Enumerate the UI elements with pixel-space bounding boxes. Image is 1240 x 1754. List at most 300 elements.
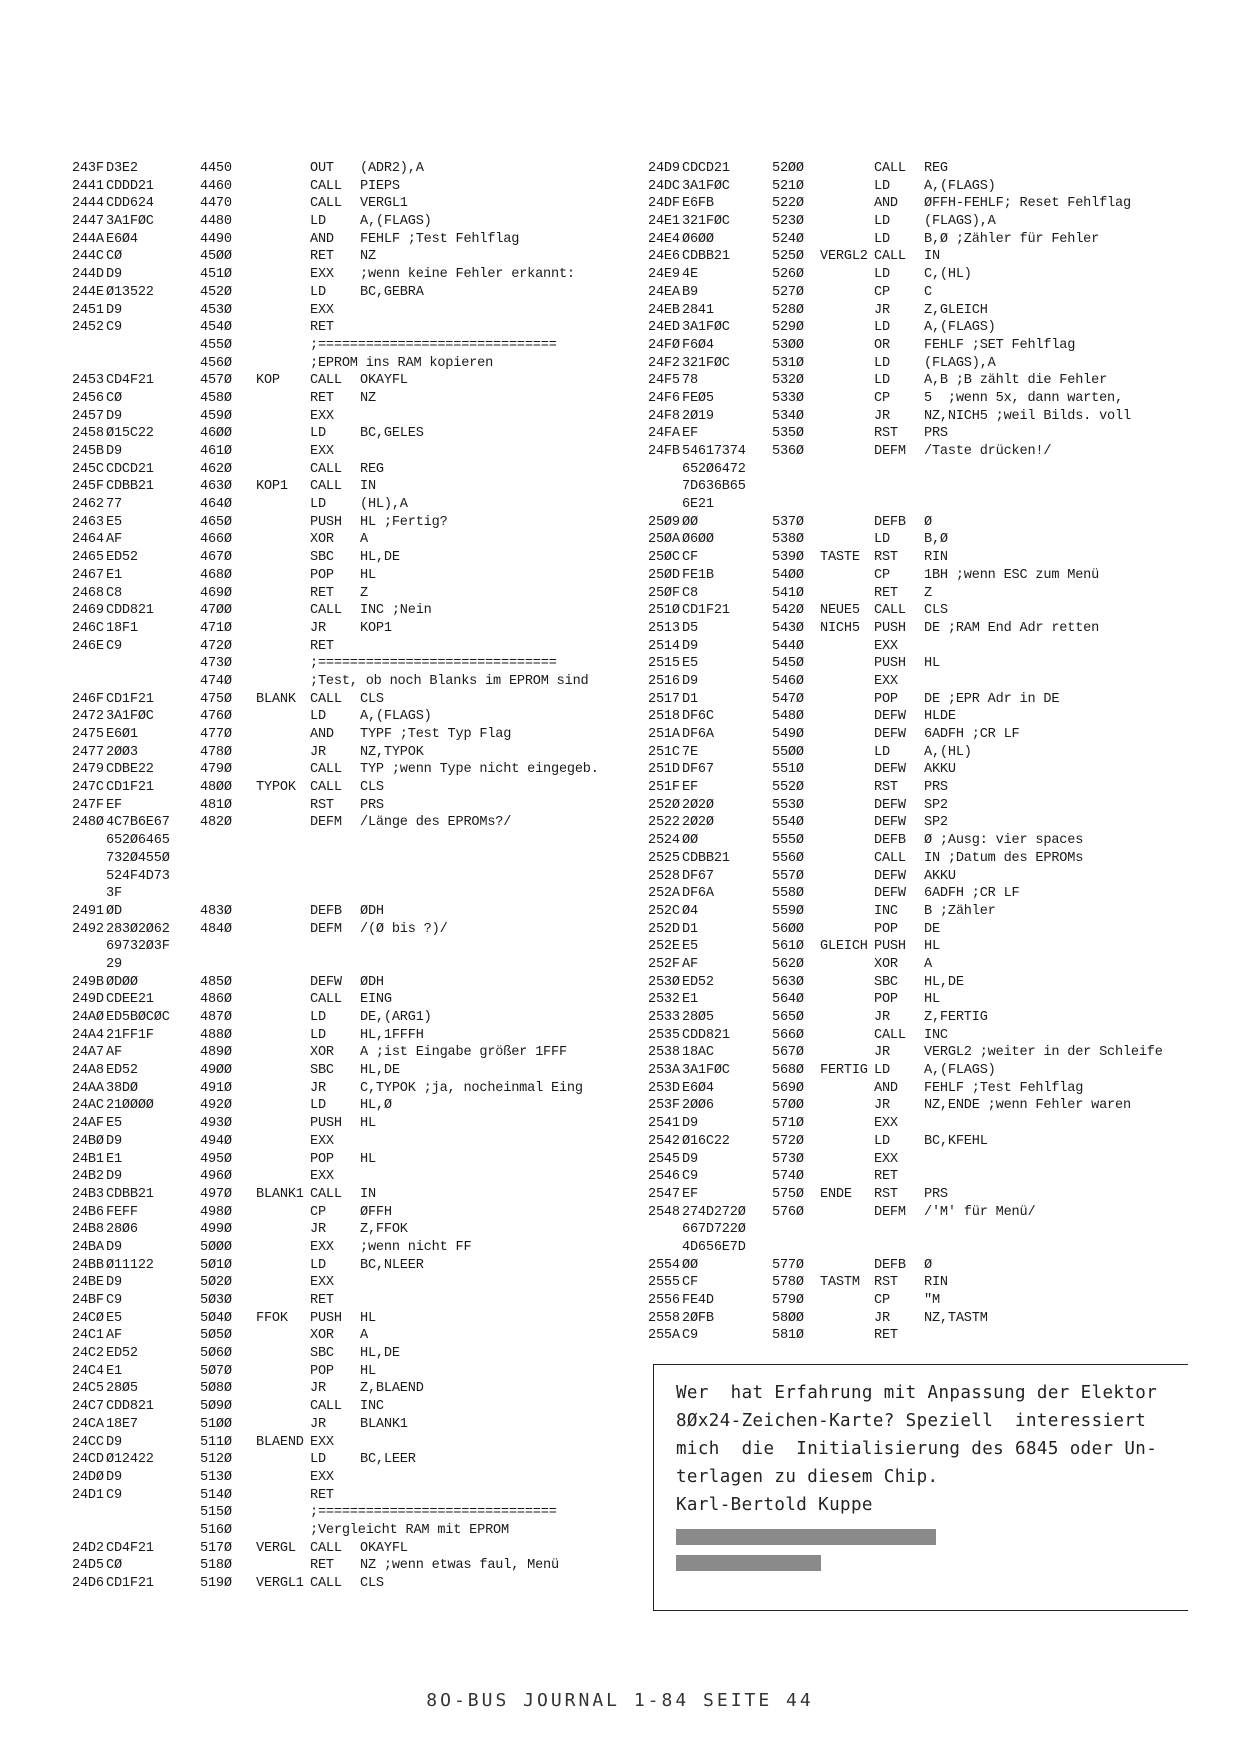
listing-line	[648, 531, 1208, 549]
line-mnemonic: SBC	[310, 1063, 334, 1079]
line-machine-code: D9	[682, 673, 698, 689]
line-operands: CLS	[360, 1576, 384, 1591]
line-mnemonic: LD	[874, 1133, 890, 1149]
line-mnemonic: SBC	[310, 1346, 334, 1362]
listing-line	[648, 850, 1208, 868]
line-mnemonic: LD	[310, 426, 326, 442]
line-label: NEUE5	[820, 603, 860, 619]
line-number: 572Ø	[772, 1133, 804, 1149]
line-address: 24AØ	[72, 1010, 104, 1025]
line-number: 466Ø	[200, 532, 232, 548]
line-machine-code: Ø12422	[106, 1452, 154, 1468]
line-mnemonic: DEFM	[310, 921, 342, 937]
listing-line	[72, 390, 632, 408]
line-machine-code: 3F	[106, 886, 122, 902]
line-mnemonic: XOR	[310, 1045, 334, 1061]
line-number: 491Ø	[200, 1080, 232, 1096]
line-mnemonic: AND	[874, 196, 898, 212]
line-number: 473Ø	[200, 656, 232, 672]
line-machine-code: CD4F21	[106, 373, 154, 389]
line-mnemonic: LD	[874, 532, 890, 548]
line-operands: Z	[360, 585, 368, 601]
line-mnemonic: RST	[874, 1186, 898, 1202]
line-number: 534Ø	[772, 408, 804, 424]
line-machine-code: CDEE21	[106, 992, 154, 1008]
line-operands: PIEPS	[360, 178, 400, 194]
line-machine-code: D9	[106, 1133, 122, 1149]
line-operands: DE ;RAM End Adr retten	[924, 620, 1100, 636]
line-mnemonic: JR	[310, 1222, 326, 1238]
line-number: 539Ø	[772, 550, 804, 566]
line-number: 461Ø	[200, 444, 232, 459]
line-number: 453Ø	[200, 302, 232, 318]
line-operands: A,(FLAGS)	[360, 709, 432, 725]
line-machine-code: FE1B	[682, 567, 714, 583]
line-machine-code: 4E	[682, 267, 698, 283]
line-mnemonic: CP	[874, 1293, 890, 1308]
line-machine-code: D9	[106, 444, 122, 459]
line-machine-code: 7E	[682, 744, 698, 760]
line-machine-code: E5	[682, 656, 698, 672]
line-machine-code: 54617374	[682, 444, 746, 459]
line-machine-code: D9	[682, 638, 698, 654]
line-address: 2452	[72, 320, 104, 336]
line-machine-code: C9	[682, 1328, 698, 1344]
line-address: 2464	[72, 532, 104, 548]
line-number: 516Ø	[200, 1522, 232, 1538]
line-number: 52ØØ	[772, 161, 804, 176]
line-label: VERGL	[256, 1540, 296, 1556]
line-number: 464Ø	[200, 497, 232, 513]
line-address: 2491	[72, 903, 104, 919]
line-number: 522Ø	[772, 196, 804, 212]
listing-line	[72, 195, 632, 213]
line-mnemonic: RST	[874, 426, 898, 442]
line-machine-code: CDD821	[106, 603, 154, 619]
line-mnemonic: JR	[310, 1381, 326, 1397]
listing-line	[648, 868, 1208, 886]
line-machine-code: CD4F21	[106, 1540, 154, 1556]
line-number: 55ØØ	[772, 744, 804, 760]
line-mnemonic: JR	[874, 302, 890, 318]
line-number: 4450	[200, 161, 232, 176]
listing-line	[648, 390, 1208, 408]
listing-line	[648, 956, 1208, 974]
line-mnemonic: ;Vergleicht RAM mit EPROM	[310, 1522, 509, 1538]
line-machine-code: 524F4D73	[106, 868, 170, 884]
line-number: 555Ø	[772, 833, 804, 849]
line-machine-code: 2Ø19	[682, 408, 714, 424]
line-number: 497Ø	[200, 1186, 232, 1202]
line-mnemonic: OUT	[310, 161, 334, 176]
line-operands: HL,Ø	[360, 1098, 392, 1114]
line-address: 2528	[648, 868, 680, 884]
line-mnemonic: RST	[874, 780, 898, 796]
line-machine-code: Ø6ØØ	[682, 532, 714, 548]
line-number: 492Ø	[200, 1098, 232, 1114]
line-mnemonic: CALL	[310, 762, 342, 778]
listing-line	[648, 655, 1208, 673]
line-operands: OKAYFL	[360, 373, 408, 389]
line-mnemonic: RET	[310, 320, 334, 336]
line-number: 525Ø	[772, 249, 804, 265]
line-number: 486Ø	[200, 992, 232, 1008]
listing-line	[648, 443, 1208, 461]
line-number: 47ØØ	[200, 603, 232, 619]
line-operands: 6ADFH ;CR LF	[924, 886, 1020, 902]
listing-line	[72, 1133, 632, 1151]
line-operands: /'M' für Menü/	[924, 1204, 1036, 1220]
line-mnemonic: LD	[310, 497, 326, 513]
line-mnemonic: RET	[310, 638, 334, 654]
line-mnemonic: LD	[310, 214, 326, 230]
line-address: 24FØ	[648, 337, 680, 353]
line-operands: CLS	[360, 691, 384, 707]
line-machine-code: EF	[106, 797, 122, 813]
line-mnemonic: CALL	[310, 780, 342, 796]
listing-left-column	[72, 160, 632, 1593]
line-machine-code: ED52	[682, 974, 714, 990]
listing-right-column	[648, 160, 1208, 1345]
line-machine-code: 2ØFB	[682, 1310, 714, 1326]
line-machine-code: E5	[106, 514, 122, 530]
line-number: 521Ø	[772, 178, 804, 194]
listing-line	[72, 832, 632, 850]
listing-line	[72, 1380, 632, 1398]
line-machine-code: 28Ø5	[106, 1381, 138, 1397]
listing-line	[72, 868, 632, 886]
listing-line	[72, 991, 632, 1009]
line-number: 481Ø	[200, 797, 232, 813]
line-mnemonic: PUSH	[874, 620, 906, 636]
line-mnemonic: DEFM	[874, 444, 906, 459]
line-machine-code: 18E7	[106, 1416, 138, 1432]
line-number: 472Ø	[200, 638, 232, 654]
line-address: 2456	[72, 390, 104, 406]
line-machine-code: CD1F21	[106, 1576, 154, 1591]
line-mnemonic: ;==============================	[310, 337, 557, 353]
listing-line	[72, 1027, 632, 1045]
line-mnemonic: DEFW	[874, 815, 906, 831]
line-machine-code: 29	[106, 956, 122, 972]
line-mnemonic: PUSH	[310, 514, 342, 530]
line-machine-code: CØ	[106, 1558, 122, 1574]
listing-line	[648, 1009, 1208, 1027]
listing-line	[72, 1575, 632, 1593]
listing-line	[648, 779, 1208, 797]
listing-line	[648, 355, 1208, 373]
line-number: 549Ø	[772, 727, 804, 742]
line-number: 581Ø	[772, 1328, 804, 1344]
line-address: 24F8	[648, 408, 680, 424]
listing-line	[72, 178, 632, 196]
line-address: 245B	[72, 444, 104, 459]
line-operands: HL	[360, 1116, 376, 1132]
line-machine-code: 7D636B65	[682, 479, 746, 495]
line-mnemonic: RET	[310, 1558, 334, 1574]
line-number: 457Ø	[200, 373, 232, 389]
listing-line	[648, 991, 1208, 1009]
line-address: 2532	[648, 992, 680, 1008]
line-number: 546Ø	[772, 673, 804, 689]
line-mnemonic: PUSH	[874, 939, 906, 955]
line-number: 467Ø	[200, 550, 232, 566]
line-mnemonic: DEFW	[874, 797, 906, 813]
listing-line	[72, 974, 632, 992]
line-operands: (FLAGS),A	[924, 214, 996, 230]
line-number: 5Ø6Ø	[200, 1346, 232, 1362]
line-number: 496Ø	[200, 1169, 232, 1185]
listing-line	[72, 478, 632, 496]
line-mnemonic: DEFW	[874, 886, 906, 902]
listing-line	[648, 1310, 1208, 1328]
line-machine-code: Ø15C22	[106, 426, 154, 442]
listing-line	[72, 319, 632, 337]
line-number: 45ØØ	[200, 249, 232, 265]
line-operands: BC,NLEER	[360, 1257, 424, 1273]
line-machine-code: 732Ø455Ø	[106, 850, 170, 866]
line-address: 243F	[72, 161, 104, 176]
line-machine-code: 3A1FØC	[682, 1063, 730, 1079]
line-number: 458Ø	[200, 390, 232, 406]
line-machine-code: CDBB21	[106, 479, 154, 495]
line-mnemonic: RET	[310, 249, 334, 265]
line-operands: RIN	[924, 1275, 948, 1291]
line-mnemonic: LD	[874, 214, 890, 230]
line-address: 2479	[72, 762, 104, 778]
line-operands: HL ;Fertig?	[360, 514, 448, 530]
line-address: 244E	[72, 284, 104, 300]
line-label: BLANK	[256, 691, 296, 707]
line-mnemonic: ;==============================	[310, 656, 557, 672]
line-machine-code: E5	[106, 1310, 122, 1326]
line-machine-code: Ø13522	[106, 284, 154, 300]
line-label: FERTIG	[820, 1063, 868, 1079]
listing-line	[648, 638, 1208, 656]
line-machine-code: D9	[106, 1239, 122, 1255]
line-operands: DE,(ARG1)	[360, 1010, 432, 1025]
line-machine-code: DF67	[682, 762, 714, 778]
line-mnemonic: CALL	[310, 1576, 342, 1591]
line-label: VERGL2	[820, 249, 868, 265]
line-address: 24A7	[72, 1045, 104, 1061]
line-address: 25ØA	[648, 532, 680, 548]
line-number: 51ØØ	[200, 1416, 232, 1432]
line-address: 25ØC	[648, 550, 680, 566]
listing-line	[648, 1062, 1208, 1080]
line-machine-code: 652Ø6465	[106, 833, 170, 849]
line-address: 24D9	[648, 161, 680, 176]
line-number: 569Ø	[772, 1080, 804, 1096]
listing-line	[72, 1504, 632, 1522]
line-mnemonic: RET	[310, 1487, 334, 1503]
line-operands: IN	[360, 479, 376, 495]
listing-line	[72, 673, 632, 691]
line-operands: Z,FERTIG	[924, 1010, 988, 1025]
line-machine-code: EF	[682, 1186, 698, 1202]
line-address: 2556	[648, 1293, 680, 1308]
line-mnemonic: POP	[874, 992, 898, 1008]
line-address: 24DC	[648, 178, 680, 194]
line-label: TASTE	[820, 550, 860, 566]
line-machine-code: 3A1FØC	[106, 709, 154, 725]
line-number: 543Ø	[772, 620, 804, 636]
line-address: 2514	[648, 638, 680, 654]
notice-line: mich die Initialisierung des 6845 oder Un-	[676, 1439, 1158, 1459]
line-address: 245C	[72, 461, 104, 477]
line-machine-code: E6Ø4	[106, 231, 138, 247]
line-operands: HL,DE	[360, 550, 400, 566]
line-address: 2524	[648, 833, 680, 849]
listing-line	[72, 921, 632, 939]
line-address: 24ED	[648, 320, 680, 336]
line-mnemonic: CALL	[310, 178, 342, 194]
line-mnemonic: SBC	[874, 974, 898, 990]
line-address: 24BB	[72, 1257, 104, 1273]
reader-notice-box	[653, 1364, 1188, 1611]
line-number: 576Ø	[772, 1204, 804, 1220]
line-machine-code: 6E21	[682, 497, 714, 513]
line-address: 2492	[72, 921, 104, 937]
line-operands: C,TYPOK ;ja, nocheinmal Eing	[360, 1080, 583, 1096]
line-number: 474Ø	[200, 673, 232, 689]
line-machine-code: FEØ5	[682, 390, 714, 406]
line-mnemonic: OR	[874, 337, 890, 353]
line-mnemonic: CALL	[310, 1186, 342, 1202]
line-address: 249B	[72, 974, 104, 990]
line-machine-code: CD1F21	[106, 780, 154, 796]
listing-line	[72, 372, 632, 390]
line-address: 247C	[72, 780, 104, 796]
line-label: VERGL1	[256, 1576, 304, 1591]
line-mnemonic: SBC	[310, 550, 334, 566]
listing-line	[648, 319, 1208, 337]
line-address: 252D	[648, 921, 680, 937]
line-address: 24E1	[648, 214, 680, 230]
line-mnemonic: CALL	[310, 691, 342, 707]
listing-line	[648, 708, 1208, 726]
line-number: 552Ø	[772, 780, 804, 796]
listing-line	[648, 1186, 1208, 1204]
listing-line	[648, 1292, 1208, 1310]
line-address: 24C5	[72, 1381, 104, 1397]
line-address: 244A	[72, 231, 104, 247]
line-machine-code: Ø4	[682, 903, 698, 919]
line-mnemonic: DEFW	[310, 974, 342, 990]
listing-line	[72, 408, 632, 426]
line-machine-code: AF	[106, 532, 122, 548]
listing-line	[648, 461, 1208, 479]
listing-line	[648, 1274, 1208, 1292]
line-address: 2468	[72, 585, 104, 601]
line-number: 544Ø	[772, 638, 804, 654]
line-address: 24FB	[648, 444, 680, 459]
line-number: 5Ø8Ø	[200, 1381, 232, 1397]
line-operands: TYP ;wenn Type nicht eingegeb.	[360, 762, 599, 778]
line-label: TYPOK	[256, 780, 296, 796]
line-machine-code: E6Ø1	[106, 727, 138, 742]
listing-line	[72, 1292, 632, 1310]
line-mnemonic: EXX	[874, 638, 898, 654]
listing-line	[72, 797, 632, 815]
line-mnemonic: POP	[310, 567, 334, 583]
line-number: 479Ø	[200, 762, 232, 778]
line-machine-code: ØØ	[682, 514, 698, 530]
line-number: 579Ø	[772, 1293, 804, 1308]
line-address: 24B1	[72, 1151, 104, 1167]
line-operands: PRS	[924, 780, 948, 796]
listing-line	[72, 1398, 632, 1416]
listing-line	[648, 938, 1208, 956]
line-mnemonic: EXX	[874, 1116, 898, 1132]
line-mnemonic: CALL	[874, 603, 906, 619]
line-mnemonic: RET	[310, 390, 334, 406]
line-number: 482Ø	[200, 815, 232, 831]
listing-line	[72, 1274, 632, 1292]
line-number: 563Ø	[772, 974, 804, 990]
line-machine-code: D9	[106, 1275, 122, 1291]
line-number: 541Ø	[772, 585, 804, 601]
listing-line	[72, 1540, 632, 1558]
line-mnemonic: LD	[874, 1063, 890, 1079]
line-address: 24CD	[72, 1452, 104, 1468]
line-number: 4480	[200, 214, 232, 230]
line-address: 2545	[648, 1151, 680, 1167]
listing-line	[72, 1080, 632, 1098]
line-address: 255A	[648, 1328, 680, 1344]
listing-line	[72, 1522, 632, 1540]
listing-line	[72, 1434, 632, 1452]
line-mnemonic: RET	[874, 1328, 898, 1344]
line-number: 455Ø	[200, 337, 232, 353]
line-label: ENDE	[820, 1186, 852, 1202]
line-number: 564Ø	[772, 992, 804, 1008]
line-mnemonic: CALL	[310, 373, 342, 389]
line-address: 2525	[648, 850, 680, 866]
line-address: 24D5	[72, 1558, 104, 1574]
line-address: 24B2	[72, 1169, 104, 1185]
line-operands: ;wenn keine Fehler erkannt:	[360, 267, 575, 283]
line-number: 523Ø	[772, 214, 804, 230]
line-operands: SP2	[924, 797, 948, 813]
line-address: 24BØ	[72, 1133, 104, 1149]
listing-line	[648, 1168, 1208, 1186]
listing-line	[648, 478, 1208, 496]
line-operands: (ADR2),A	[360, 161, 424, 176]
line-operands: HL,DE	[360, 1063, 400, 1079]
line-number: 5Ø3Ø	[200, 1293, 232, 1308]
line-machine-code: E6FB	[682, 196, 714, 212]
line-mnemonic: RET	[874, 585, 898, 601]
line-address: 253D	[648, 1080, 680, 1096]
listing-line	[648, 425, 1208, 443]
line-address: 24A8	[72, 1063, 104, 1079]
line-operands: Z	[924, 585, 932, 601]
line-mnemonic: JR	[874, 408, 890, 424]
line-number: 517Ø	[200, 1540, 232, 1556]
line-address: 24DF	[648, 196, 680, 212]
line-operands: 1BH ;wenn ESC zum Menü	[924, 567, 1100, 583]
line-operands: FEHLF ;Test Fehlflag	[924, 1080, 1084, 1096]
line-number: 4470	[200, 196, 232, 212]
line-address: 2518	[648, 709, 680, 725]
line-address: 2547	[648, 1186, 680, 1202]
line-mnemonic: RET	[310, 585, 334, 601]
line-mnemonic: RET	[310, 1293, 334, 1308]
line-mnemonic: PUSH	[310, 1116, 342, 1132]
listing-line	[72, 1257, 632, 1275]
line-operands: B,Ø ;Zähler für Fehler	[924, 231, 1100, 247]
